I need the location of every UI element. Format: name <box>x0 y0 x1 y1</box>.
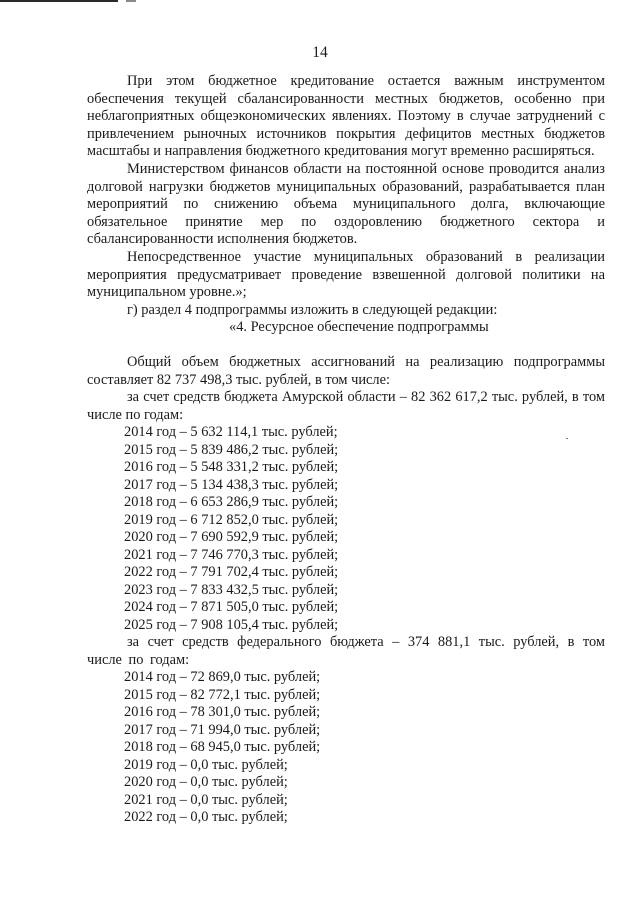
paragraph-budget-crediting: При этом бюджетное кредитование остается важным инструментом обеспечения текущей сбалансированности местных бюджетов, особенно при неблагоприятных общеэкономических явлениях. Поэтому в случае затруднений с привлечением рыночных источников покрытия дефицитов местных бюджетов масштабы и направления бюджетного кредитования могут временно расширяться. <box>87 73 605 160</box>
paragraph-ministry-analysis: Министерством финансов области на постоянной основе проводится анализ долговой нагрузки бюджетов муниципальных образований, разрабатывается план мероприятий по снижению объема муниципального долга, включающие обязательное принятие мер по оздоровлению бюджетного сектора и сбалансированности исполнения бюджетов. <box>87 160 605 248</box>
document-body <box>87 73 605 827</box>
list-item: 2018 год – 68 945,0 тыс. рублей; <box>124 739 321 756</box>
list-item: 2014 год – 5 632 114,1 тыс. рублей; <box>124 424 338 441</box>
list-item: 2020 год – 0,0 тыс. рублей; <box>124 774 288 791</box>
section-heading: «4. Ресурсное обеспечение подпрограммы <box>229 319 489 336</box>
list-item: 2020 год – 7 690 592,9 тыс. рублей; <box>124 529 339 546</box>
paragraph-federal-budget: за счет средств федерального бюджета – 374 881,1 тыс. рублей, в том числе по годам: <box>87 634 605 668</box>
list-item: 2023 год – 7 833 432,5 тыс. рублей; <box>124 581 339 598</box>
list-item: 2024 год – 7 871 505,0 тыс. рублей; <box>124 599 339 616</box>
list-item: 2017 год – 71 994,0 тыс. рублей; <box>124 721 321 738</box>
paragraph-regional-budget: за счет средств бюджета Амурской области – 82 362 617,2 тыс. рублей, в том числе по годам: <box>87 389 605 423</box>
list-item: 2016 год – 5 548 331,2 тыс. рублей; <box>124 459 339 476</box>
page-number: 14 <box>312 44 328 61</box>
regional-budget-by-year-list <box>87 424 605 634</box>
list-item: 2018 год – 6 653 286,9 тыс. рублей; <box>124 494 339 511</box>
paragraph-section-amendment: г) раздел 4 подпрограммы изложить в следующей редакции: <box>127 301 498 318</box>
federal-budget-by-year-list <box>87 669 605 827</box>
paragraph-total-allocation: Общий объем бюджетных ассигнований на реализацию подпрограммы составляет 82 737 498,3 тыс. рублей, в том числе: <box>87 353 605 388</box>
list-item: 2022 год – 7 791 702,4 тыс. рублей; <box>124 564 339 581</box>
list-item: 2015 год – 82 772,1 тыс. рублей; <box>124 686 321 703</box>
list-item: 2021 год – 7 746 770,3 тыс. рублей; <box>124 546 339 563</box>
list-item: 2019 год – 6 712 852,0 тыс. рублей; <box>124 511 339 528</box>
list-item: 2021 год – 0,0 тыс. рублей; <box>124 791 288 808</box>
list-item: 2016 год – 78 301,0 тыс. рублей; <box>124 704 321 721</box>
list-item: 2015 год – 5 839 486,2 тыс. рублей; <box>124 441 339 458</box>
list-item: 2014 год – 72 869,0 тыс. рублей; <box>124 669 321 686</box>
scan-edge-mark-secondary <box>126 0 136 2</box>
list-item: 2025 год – 7 908 105,4 тыс. рублей; <box>124 616 339 633</box>
list-item: 2022 год – 0,0 тыс. рублей; <box>124 809 288 826</box>
scan-edge-mark <box>0 0 118 2</box>
blank-line <box>87 337 605 354</box>
list-item: 2019 год – 0,0 тыс. рублей; <box>124 756 288 773</box>
list-item: 2017 год – 5 134 438,3 тыс. рублей; <box>124 476 339 493</box>
scan-speck <box>566 438 568 439</box>
paragraph-municipal-participation: Непосредственное участие муниципальных образований в реализации мероприятия предусматривает проведение взвешенной долговой политики на муниципальном уровне.»; <box>87 248 605 301</box>
